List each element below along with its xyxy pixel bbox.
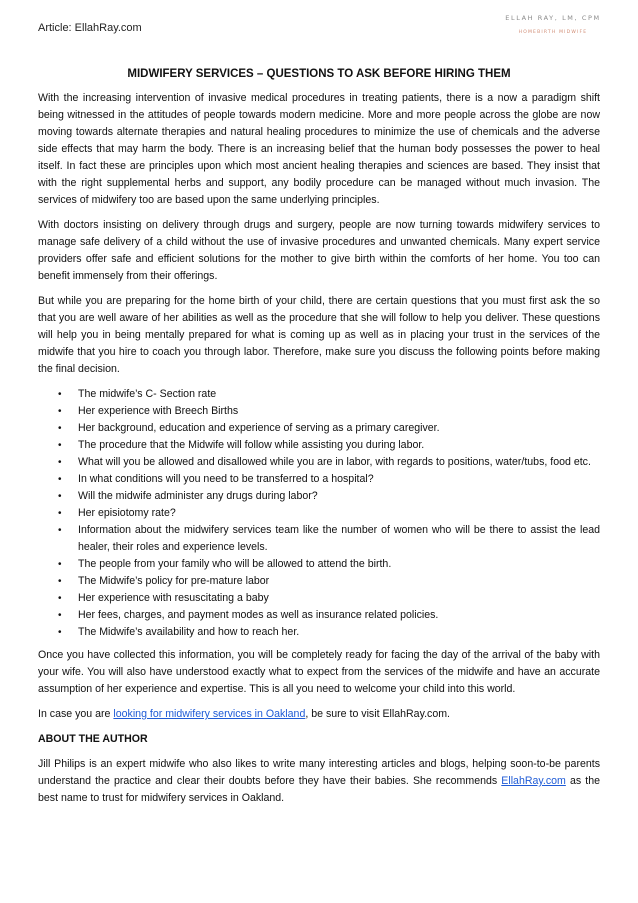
bullet-icon: • [58, 440, 62, 451]
bullet-icon: • [58, 610, 62, 621]
bullet-icon: • [58, 389, 62, 400]
header-source: Article: EllahRay.com [38, 22, 142, 34]
logo-name: ELLAH RAY, LM, CPM [505, 14, 601, 22]
logo-subtitle: HOMEBIRTH MIDWIFE [518, 30, 588, 35]
list-item: • The midwife’s C- Section rate [38, 386, 600, 403]
list-item: • Her experience with Breech Births [38, 403, 600, 420]
list-item: • In what conditions will you need to be transferred to a hospital? [38, 471, 600, 488]
article-title: MIDWIFERY SERVICES – QUESTIONS TO ASK BEFORE HIRING THEM [127, 68, 511, 80]
paragraph-delivery: With doctors insisting on delivery through drugs and surgery, people are now turning towards midwifery services to manage safe delivery of a child without the use of invasive procedures and unwanted chemicals. Many expert service providers offer safe and efficient solutions for the mother to give birth within the comforts of her home. You too can benefit immensely from their offerings. [38, 219, 600, 282]
bullet-icon: • [58, 406, 62, 417]
author-heading: ABOUT THE AUTHOR [38, 733, 148, 745]
list-item: • The procedure that the Midwife will follow while assisting you during labor. [38, 437, 600, 454]
list-item: • Her fees, charges, and payment modes as well as insurance related policies. [38, 607, 600, 624]
paragraph-questions: But while you are preparing for the home birth of your child, there are certain questions that you must first ask the so that you are well aware of her abilities as well as the procedure that she will follow to help you deliver. These questions will help you in being mentally prepared for what is coming up as well as in placing your trust in the services of the midwife that you hire to coach you through labor. Therefore, make sure you discuss the following points before making the final decision. [38, 295, 600, 375]
list-item: • Her experience with resuscitating a baby [38, 590, 600, 607]
bullet-icon: • [58, 593, 62, 604]
list-item: • Her background, education and experience of serving as a primary caregiver. [38, 420, 600, 437]
list-item: • The people from your family who will be allowed to attend the birth. [38, 556, 600, 573]
list-item: • Information about the midwifery services team like the number of women who will be there to assist the lead healer, their roles and experience levels. [58, 524, 600, 553]
list-item: • Will the midwife administer any drugs during labor? [38, 488, 600, 505]
logo [498, 14, 608, 35]
bullet-icon: • [58, 491, 62, 502]
list-item: • What will you be allowed and disallowed while you are in labor, with regards to positions, water/tubs, food etc. [38, 454, 600, 471]
paragraph-author: Jill Philips is an expert midwife who also likes to write many interesting articles and blogs, helping soon-to-be parents understand the practice and clear their doubts before they have their babies. She recommends EllahRay.com as the best name to trust for midwifery services in Oakland. [38, 758, 600, 804]
ellahray-link[interactable]: EllahRay.com [501, 775, 566, 787]
bullet-icon: • [58, 508, 62, 519]
bullet-icon: • [58, 627, 62, 638]
bullet-icon: • [58, 559, 62, 570]
bullet-icon: • [58, 525, 62, 536]
list-item: • Her episiotomy rate? [38, 505, 600, 522]
article-body [38, 66, 600, 815]
questions-list [38, 386, 600, 641]
paragraph-conclusion: Once you have collected this information, you will be completely ready for facing the day of the arrival of the baby with your wife. You will also have understood exactly what to expect from the services of the midwife and have an accurate assumption of her experience and expertise. This is all you need to welcome your child into this world. [38, 649, 600, 695]
bullet-icon: • [58, 474, 62, 485]
bullet-icon: • [58, 457, 62, 468]
list-item: • The Midwife’s availability and how to reach her. [38, 624, 600, 641]
bullet-icon: • [58, 423, 62, 434]
oakland-midwifery-link[interactable]: looking for midwifery services in Oakland [113, 708, 306, 720]
paragraph-visit: In case you are looking for midwifery services in Oakland, be sure to visit EllahRay.com. [38, 708, 450, 720]
paragraph-intro: With the increasing intervention of invasive medical procedures in treating patients, there is a now a paradigm shift being witnessed in the attitudes of people towards modern medicine. More and more people across the globe are now moving towards alternate therapies and natural healing procedures to minimize the use of chemicals and the adverse side effects that may harm the body. There is an increasing belief that the human body possesses the power to heal itself. In fact these are principles upon which most ancient healing therapies and sciences are based. They insist that with the right supplemental herbs and support, any bodily procedure can be managed without much invasion. The services of midwifery too are based upon the same underlying principles. [38, 92, 600, 206]
list-item: • The Midwife’s policy for pre-mature labor [38, 573, 600, 590]
bullet-icon: • [58, 576, 62, 587]
